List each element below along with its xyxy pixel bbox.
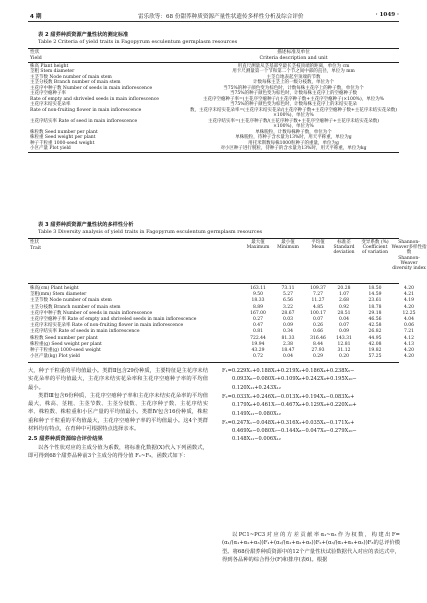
table3-cell-value: 2.68 <box>338 298 350 304</box>
table3-cell-value: 1.07 <box>338 292 350 298</box>
table3-cell-value: 0.27 <box>252 317 264 322</box>
table2-head-desc-en: Criteria description and unit <box>259 55 328 61</box>
table3-cell-value: 0.81 <box>252 329 264 335</box>
table3-cell-value: 29.18 <box>368 310 382 316</box>
body-paragraph-4: 以PC1~PC3对应的方差贡献率α₁~α₃作为权数，构建出F=(α₁/(α₁+α₂+α₃))F₁+(α₂/(α₁+α₂+α₃))F₂+(α₃/(α₁+α₂+α₃))F₃的总评价模型。将68份甜荞种质资源中的12个产量性状试验数据代入对应的表达式中，得到各品种的综合得分(F)和排序(表6)。根据 <box>222 532 400 563</box>
running-title: 雷乐欣等：68 份甜荞种质资源产量性状遗传多样性分析及综合评价 <box>138 14 304 20</box>
table2-cell-trait: Rate of non-fruiting flower in main inflorescence <box>30 107 142 113</box>
table3-cell-value: 18.78 <box>368 304 382 310</box>
table3-cell-value: 0.92 <box>338 304 350 310</box>
table2-bottom-rule <box>28 152 399 153</box>
table3-cell-value: 9.50 <box>252 292 264 298</box>
table2-cell-trait: 株高 Plant height <box>30 63 69 69</box>
table3-cell-trait: 株高(cm) Plant height <box>30 286 79 291</box>
table3-cell-value: 316.46 <box>310 335 326 341</box>
table3-head-sd: 标准差 Standard deviation <box>333 240 355 256</box>
table3-cell-value: 27.93 <box>311 348 325 353</box>
table3-cell-value: 26.82 <box>368 329 382 335</box>
table2-cell-trait: 株粒重 Seed weight per plant <box>30 135 96 140</box>
table3-cell-value: 0.66 <box>312 329 324 335</box>
table2-top-rule <box>28 48 399 49</box>
table3-cell-value: 0.72 <box>252 354 264 360</box>
table3-cell-value: 46.56 <box>368 317 382 322</box>
table3-cell-trait: 主茎节数 Node number of main stem <box>30 298 112 304</box>
table3-cell-value: 42.58 <box>368 323 382 329</box>
table2-cell-desc: ×100%)，单位为% <box>273 124 314 129</box>
table2-head-trait-en: Yield <box>30 55 42 61</box>
table3-cell-value: 0.06 <box>403 323 415 329</box>
table3-cell-trait: 小区产量(kg) Plot yield <box>30 354 80 360</box>
table3-cell-value: 0.09 <box>338 329 350 335</box>
table3-cell-value: 0.03 <box>282 317 294 322</box>
table3-cell-value: 4.20 <box>403 354 415 360</box>
table3-cell-value: 4.85 <box>312 304 324 310</box>
table3-cell-value: 42.08 <box>368 341 382 347</box>
body-paragraph-1: 大，种子千粒重的平均值最小。类群Ⅱ包含29份种质，主要特征是主花序未结实花朵率的平均值最大，主花序未结实花朵率和主花序空瘪种子率的平均值最小。 <box>28 368 208 391</box>
table3-cell-value: 722.44 <box>250 335 266 341</box>
equation-line: 0.120X₁₁+0.243X₁₂ <box>232 384 281 391</box>
body-paragraph-2: 类群Ⅲ包含6份种质，主花序空瘪种子率和主花序未结实花朵率的平均值最大，株高、茎粗、主茎节数、主茎分枝数、主花序种子数、主花序结实率、株粒数、株粒重和小区产量的平均值最小。类群Ⅳ包含16份种质，株粒重和种子千粒重的平均值最大，主花序空瘪种子率的平均值最小。这4个类群材料均有特点，在育种中可根据特点选择亲本。 <box>28 392 208 433</box>
table2-cell-desc: 用直尺测量从茎基部至最长茎枝顶端的距离，单位为 cm <box>237 63 350 69</box>
table3-head-trait-cn: 性状 <box>30 240 39 245</box>
table3-cell-value: 0.29 <box>312 354 324 360</box>
table3-cell-value: 20.28 <box>337 286 351 291</box>
table3-cell-value: 0.09 <box>282 323 294 329</box>
table2-cell-desc: 单株脱粒，计数每株种子数，单位为个 <box>255 129 332 135</box>
table3-cell-trait: 株粒数 Seed number per plant <box>30 335 98 341</box>
table2-cell-desc: 对小区种子进行脱粒，待种子的含水量为13%时，用天平称重，单位为kg <box>220 146 367 151</box>
table3-cell-value: 4.12 <box>403 335 415 341</box>
table2-caption-en: Table 2 Criteria of yield traits in Fagopyrum esculentum germplasm resources <box>38 39 238 45</box>
table3-cell-value: 12.25 <box>402 310 416 316</box>
table2-cell-trait: 主花序未结实花朵率 <box>30 102 71 107</box>
table3-cell-value: 4.19 <box>403 298 415 304</box>
table3-cell-value: 8.89 <box>252 304 264 310</box>
table3-cell-trait: 主花序未结实花朵率 Rate of non-fruiting flower in main inflorescence <box>30 323 184 329</box>
table3-cell-value: 4.20 <box>403 348 415 353</box>
table3-head-mean: 平均值 Mean <box>311 240 325 251</box>
table3-cell-value: 28.51 <box>337 310 351 316</box>
table3-cell-value: 43.29 <box>251 348 265 353</box>
table3-cell-value: 2.38 <box>282 341 294 347</box>
table2-cell-desc: 数，主花序未结实花朵率=(主花序未结实花朵/(主花序种子数+主花序空瘪种子数+主花序未结实花朵数) <box>189 107 398 113</box>
table3-cell-trait: 种子千粒重(g) 1000-seed weight <box>30 348 101 353</box>
table2-cell-desc: 计数每株主茎上的一级分枝数，单位为个 <box>253 80 334 85</box>
table3-cell-value: 100.17 <box>310 310 326 316</box>
table3-cell-trait: 主花序中种子数 Number of seeds in main inflorescence <box>30 310 153 316</box>
table3-cell-value: 163.11 <box>250 286 266 291</box>
table3-cell-value: 73.11 <box>281 286 295 291</box>
table2-cell-desc: 当75%的种子颜色变为棕色时，计数每株主花序上的种子数，单位为个 <box>223 85 364 91</box>
table3-cell-trait: 主花序结实率 Rate of seeds in main inflorescence <box>30 329 140 335</box>
table3-cell-value: 0.47 <box>252 323 264 329</box>
table3-caption-cn: 表 3 甜荞种质资源产量性状的多样性分析 <box>38 222 134 228</box>
body-right-column <box>222 531 400 564</box>
table3-cell-value: 81.33 <box>281 335 295 341</box>
table2-cell-desc: 用托米斯数每株1000粒种子的重量，单位为g <box>248 140 339 146</box>
page-issue-tag: 4 期 <box>30 14 42 20</box>
table2-cell-trait: 种子千粒重 1000-seed weight <box>30 140 95 146</box>
table3-cell-value: 4.13 <box>403 341 415 347</box>
table3-cell-value: 4.21 <box>403 292 415 298</box>
body-left-column <box>28 367 208 460</box>
table3-head-max: 最大值 Maximum <box>246 240 270 251</box>
table3-cell-value: 0.07 <box>312 317 324 322</box>
table2-caption-cn: 表 2 甜荞种质资源产量性状的测定标准 <box>38 32 129 38</box>
page-number: · 1049 · <box>375 12 399 18</box>
equation-line: 0.093X₆−0.080X₇+0.109X₈+0.242X₉+0.195X₁₀− <box>232 376 357 383</box>
table3-cell-value: 4.04 <box>403 317 415 322</box>
equation-line: 0.149X₁₁−0.080X₁₂ <box>232 410 281 417</box>
table3-cell-value: 11.27 <box>311 298 325 304</box>
table2-head-trait: 性状 <box>30 50 40 55</box>
table2-cell-desc: ×100%)，单位为% <box>273 113 314 118</box>
table3-cell-value: 7.21 <box>403 329 415 335</box>
table3-cell-value: 19.94 <box>251 341 265 347</box>
table3-cell-value: 5.27 <box>282 292 294 298</box>
table3-cell-trait: 茎粗(mm) Stem diameter <box>30 292 87 298</box>
table2-cell-trait: 小区产量 Plot yield <box>30 146 71 151</box>
table2-cell-desc: 主花序空瘪种子率=(主花序空瘪种子/(主花序种子数+主花序空瘪种子)×100%)，单位为% <box>203 96 384 102</box>
table3-cell-value: 18.50 <box>368 286 382 291</box>
table2-cell-trait: 株粒数 Seed number per plant <box>30 129 98 135</box>
table3-cell-value: 18.47 <box>281 348 295 353</box>
table3-cell-value: 4.20 <box>403 286 415 291</box>
table3-cell-value: 3.22 <box>282 304 294 310</box>
table3-cell-value: 44.95 <box>368 335 382 341</box>
equation-line: F₁=0.229X₁+0.188X₂+0.219X₃+0.186X₄+0.238X₅− <box>222 368 355 374</box>
table3-cell-value: 109.37 <box>310 286 326 291</box>
table2-cell-desc: 单株脱粒，待种子含水量为13%时，用天平称重，单位为g <box>235 135 352 140</box>
table3-cell-trait: 主茎分枝数 Branch number of main stem <box>30 304 121 310</box>
table2-cell-desc: 当75%的种子颜色变为棕色时，计数每株主花序上的未结实花朵 <box>230 102 357 107</box>
table3-top-rule <box>28 238 399 239</box>
table2-cell-desc: 用卡尺测量第一个节和第二个节之间中部的直径，单位为 mm <box>232 69 355 74</box>
table3-cell-value: 0.07 <box>338 323 350 329</box>
table3-cell-value: 0.04 <box>282 354 294 360</box>
table2-cell-trait: 主花序中种子数 Number of seeds in main inflorescence <box>30 85 153 91</box>
section-heading-2-5: 2.5 甜荞种质资源综合评价结果 <box>28 436 103 443</box>
equation-line: 0.148X₁₁−0.006X₁₂ <box>232 436 281 443</box>
table3-cell-value: 57.25 <box>368 354 382 360</box>
table3-cell-trait: 株粒重(g) Seed weight per plant <box>30 341 102 347</box>
table3-cell-value: 31.12 <box>337 348 351 353</box>
table3-head-cv: 变异系数 (%) Coefficient of variation <box>361 240 389 256</box>
table3-head-rule <box>28 283 399 284</box>
table3-caption-en: Table 3 Diversity analysis of yield traits in Fagopyrum esculentum germplasm resources <box>38 229 263 235</box>
table3-cell-value: 8.44 <box>312 341 324 347</box>
table3-cell-value: 19.82 <box>368 348 382 353</box>
equation-line: 0.469X₆−0.080X₇−0.144X₈−0.047X₉−0.279X₁₀− <box>232 428 357 435</box>
table3-head-min: 最小值 Minimum <box>277 240 299 251</box>
table3-cell-trait: 主花序空瘪种子率 Rate of empty and shriveled seeds in main inflorescence <box>30 317 197 322</box>
table3-cell-value: 7.27 <box>312 292 324 298</box>
body-paragraph-3: 以各个性状对应的主成分值为系数，将标准化数据(X)代入下列函数式，即可得到68个甜荞品种前3个主成分的得分值 F₁~F₃，函数式如下： <box>28 444 208 459</box>
table3-cell-value: 167.00 <box>250 310 266 316</box>
equation-line: F₂=0.033X₁+0.246X₂−0.013X₃+0.194X₄−0.083X₅+ <box>222 393 355 400</box>
table2-cell-trait: 主花序空瘪种子率 <box>30 91 66 96</box>
header-rule <box>28 21 399 22</box>
equation-line: F₃=0.247X₁−0.048X₂+0.316X₃+0.035X₄−0.171X₅+ <box>222 419 355 426</box>
table2-cell-trait: 主茎分枝数 Branch number of main stem <box>30 80 121 85</box>
table2-cell-desc: 主花序结实率=(主花序种子数/(主花序种子数+主花序空瘪种子+主花序未结实花朵数) <box>207 118 380 124</box>
table3-cell-value: 0.34 <box>282 329 294 335</box>
table3-cell-value: 143.31 <box>336 335 352 341</box>
table3-head-shannon: Shannon-Weaver多样性指数 Shannon-Weaver diversity index <box>391 240 427 272</box>
table3-head-trait-en: Trait <box>30 246 42 251</box>
table2-head-desc: 描述标准及单位 <box>277 50 310 55</box>
table3-cell-value: 28.67 <box>281 310 295 316</box>
table2-cell-desc: 当75%的种子颜色变为棕色时，计数每株主花序上的空瘪种子数 <box>230 91 357 96</box>
table3-bottom-rule <box>28 362 399 363</box>
table2-cell-trait: Rate of empty and shriveled seeds in main inflorescence <box>30 96 159 102</box>
table2-cell-trait: 茎粗 Stem diameter <box>30 69 75 74</box>
table2-cell-desc: 主茎自地表起至顶端的节数 <box>266 74 321 80</box>
table3-cell-value: 12.81 <box>337 341 351 347</box>
table3-cell-value: 0.04 <box>338 317 350 322</box>
table3-cell-value: 23.61 <box>368 298 382 304</box>
table3-cell-value: 0.26 <box>312 323 324 329</box>
table3-cell-value: 14.59 <box>368 292 382 298</box>
table3-cell-value: 6.56 <box>282 298 294 304</box>
equation-line: 0.179X₆+0.461X₇−0.467X₈+0.129X₉+0.220X₁₀+ <box>232 402 357 409</box>
table3-cell-value: 4.20 <box>403 304 415 310</box>
table3-cell-value: 18.33 <box>251 298 265 304</box>
table2-cell-trait: 主花序结实率 Rate of seed in main inflorescence <box>30 118 138 124</box>
table3-header <box>28 240 427 272</box>
table2-cell-trait: 主茎节数 Node number of main stem <box>30 74 112 80</box>
table3-cell-value: 0.20 <box>338 354 350 360</box>
